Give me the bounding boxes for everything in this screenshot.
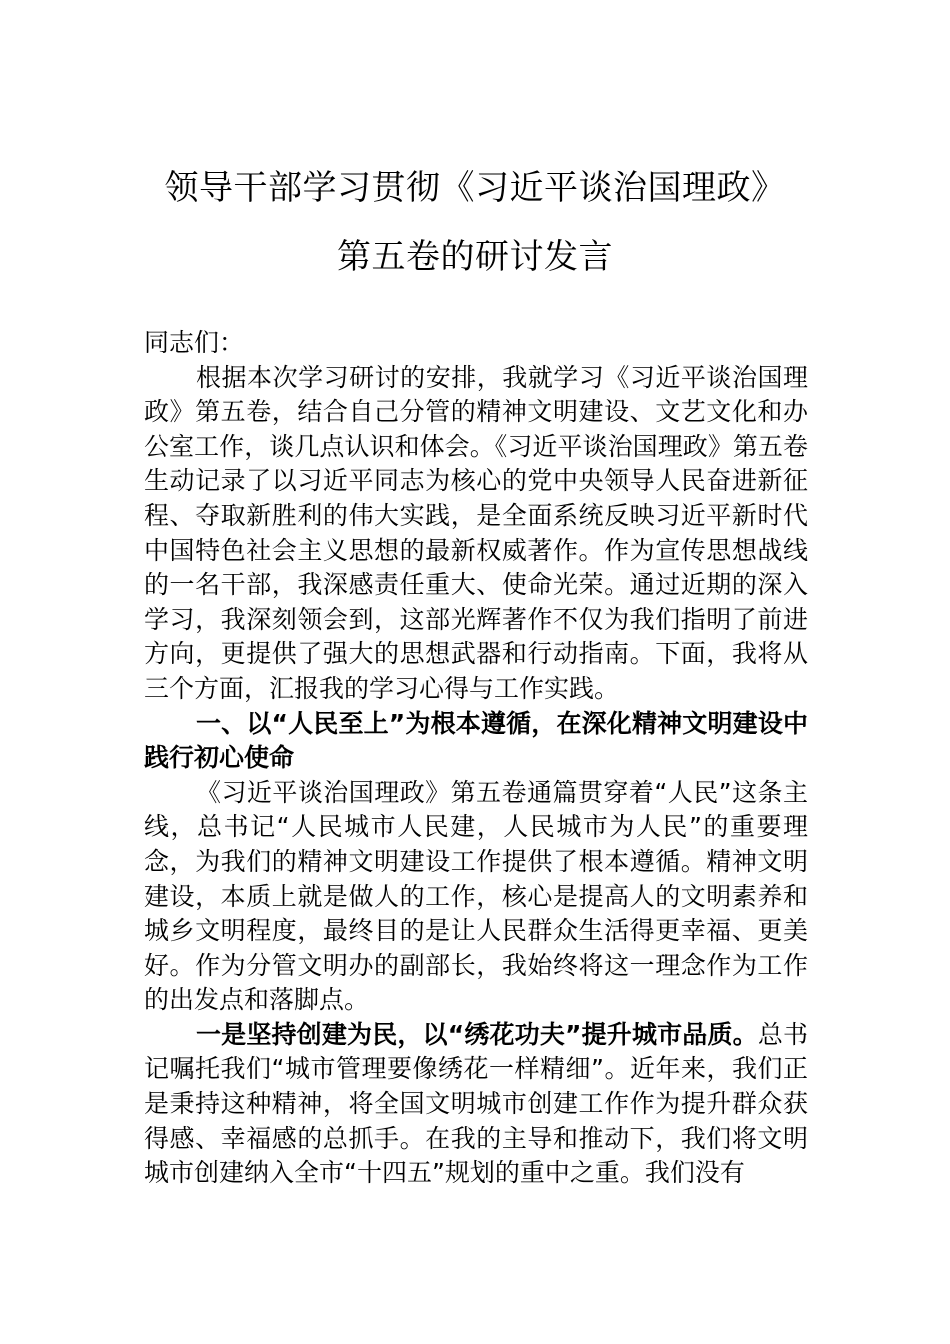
paragraph-point-one xyxy=(144,1018,808,1191)
document-body xyxy=(144,326,808,1191)
document-title-line-1: 领导干部学习贯彻《习近平谈治国理政》 xyxy=(164,168,786,208)
paragraph-intro: 根据本次学习研讨的安排，我就学习《习近平谈治国理政》第五卷，结合自己分管的精神文明建设、文艺文化和办公室工作，谈几点认识和体会。《习近平谈治国理政》第五卷生动记录了以习近平同志为核心的党中央领导人民奋进新征程、夺取新胜利的伟大实践，是全面系统反映习近平新时代中国特色社会主义思想的最新权威著作。作为宣传思想战线的一名干部，我深感责任重大、使命光荣。通过近期的深入学习，我深刻领会到，这部光辉著作不仅为我们指明了前进方向，更提供了强大的思想武器和行动指南。下面，我将从三个方面，汇报我的学习心得与工作实践。 xyxy=(144,362,808,703)
document-title-line-2: 第五卷的研讨发言 xyxy=(337,237,613,277)
point-one-text: 总书记嘱托我们“城市管理要像绣花一样精细”。近年来，我们正是秉持这种精神，将全国文明城市创建工作作为提升群众获得感、幸福感的总抓手。在我的主导和推动下，我们将文明城市创建纳入全市“十四五”规划的重中之重。我们没有 xyxy=(144,1019,808,1188)
point-one-lead: 一是坚持创建为民，以“绣花功夫”提升城市品质。 xyxy=(196,1019,758,1049)
salutation: 同志们： xyxy=(144,328,245,357)
section-heading-1: 一、以“人民至上”为根本遵循，在深化精神文明建设中践行初心使命 xyxy=(144,708,808,773)
paragraph-people-first: 《习近平谈治国理政》第五卷通篇贯穿着“人民”这条主线，总书记“人民城市人民建，人民城市为人民”的重要理念，为我们的精神文明建设工作提供了根本遵循。精神文明建设，本质上就是做人的工作，核心是提高人的文明素养和城乡文明程度，最终目的是让人民群众生活得更幸福、更美好。作为分管文明办的副部长，我始终将这一理念作为工作的出发点和落脚点。 xyxy=(144,777,808,1015)
